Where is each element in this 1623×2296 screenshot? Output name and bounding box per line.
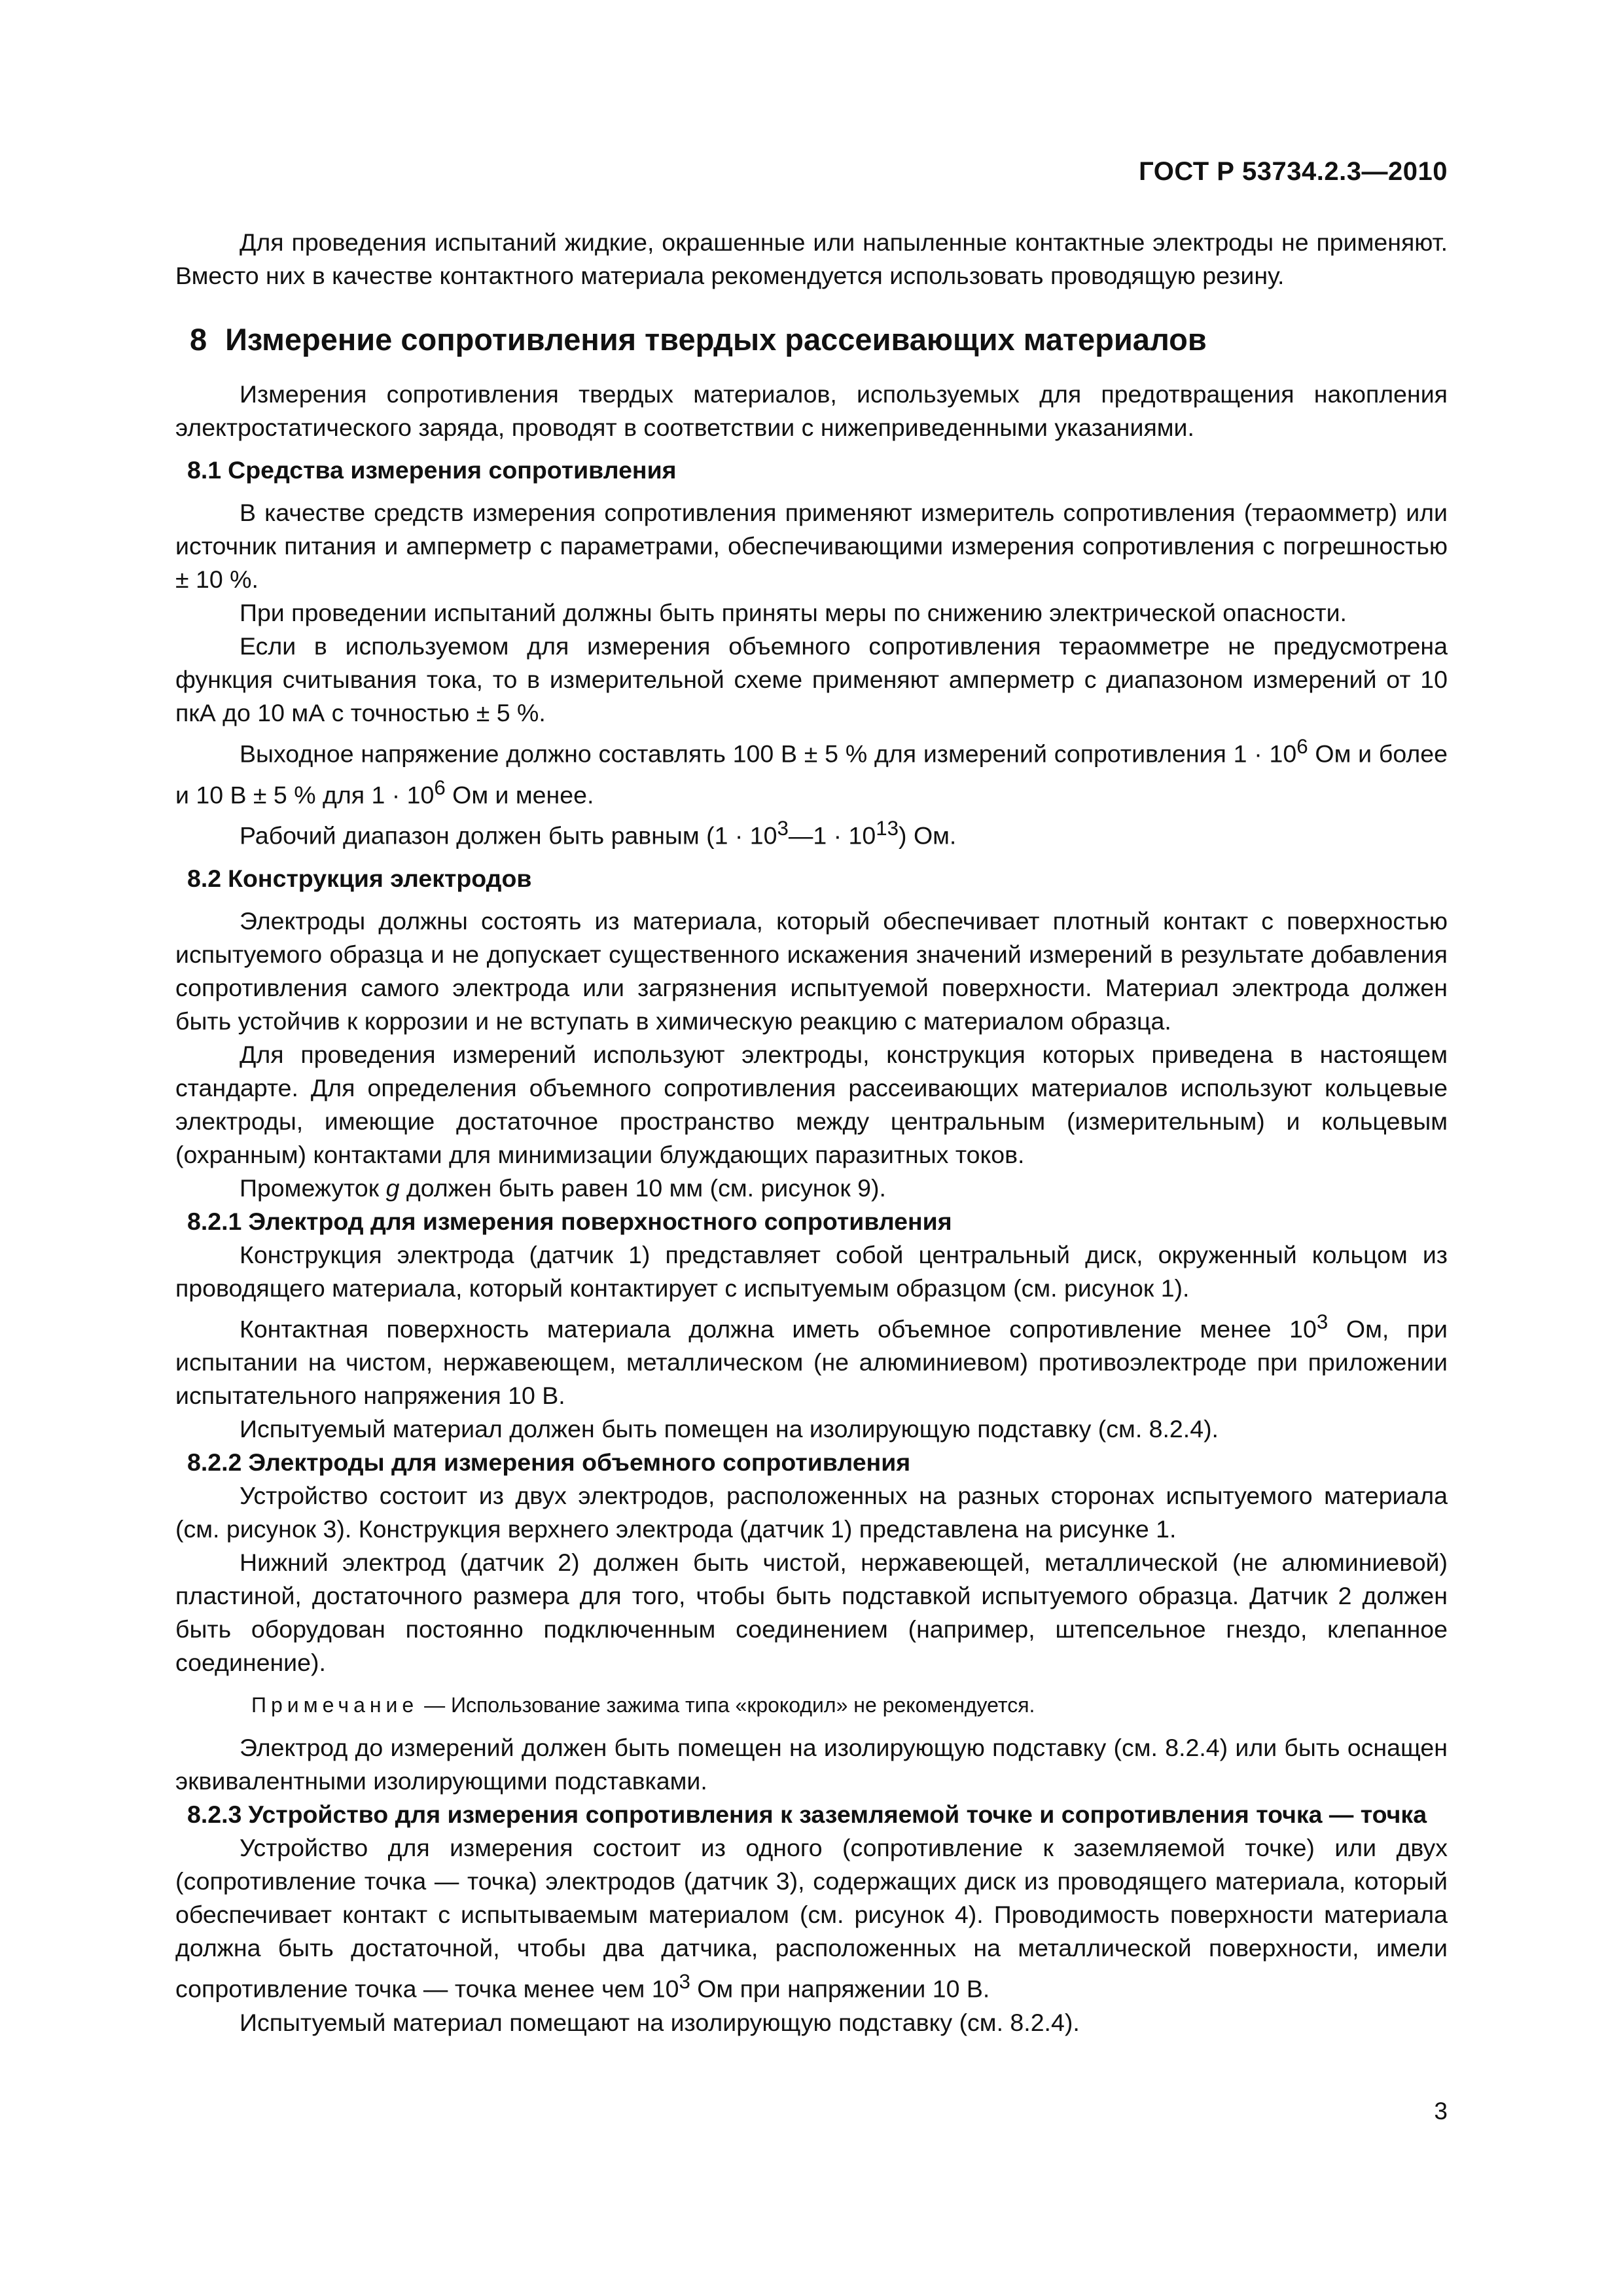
- subsection-title: Средства измерения сопротивления: [228, 456, 677, 484]
- subsection-title: Устройство для измерения сопротивления к заземляемой точке и сопротивления точка — точка: [248, 1801, 1427, 1828]
- paragraph-gap: Промежуток g должен быть равен 10 мм (см. рисунок 9).: [240, 1174, 886, 1202]
- note-text: — Использование зажима типа «крокодил» не рекомендуется.: [418, 1693, 1035, 1717]
- paragraph-range: Рабочий диапазон должен быть равным $(1 \cdot 10^3—1 \cdot 10^{13})$ Ом.: [240, 817, 957, 850]
- subsection-number: 8.2.2: [187, 1448, 242, 1476]
- subsection-title: Электроды для измерения объемного сопротивления: [248, 1448, 911, 1476]
- paragraph: В качестве средств измерения сопротивления применяют измеритель сопротивления (тераомметр) или источник питания и амперметр с параметрами, обеспечивающими измерения сопротивления с погрешностью ± 10 %.: [175, 499, 1448, 593]
- paragraph: Испытуемый материал помещают на изолирующую подставку (см. 8.2.4).: [240, 2008, 1080, 2036]
- document-id-header: ГОСТ Р 53734.2.3—2010: [1139, 157, 1448, 186]
- subsection-8-1-heading: [187, 454, 1448, 487]
- note: [187, 1689, 1448, 1722]
- subsection-title: Конструкция электродов: [228, 864, 532, 892]
- page-number: 3: [1434, 2098, 1448, 2125]
- paragraph: Устройство состоит из двух электродов, расположенных на разных сторонах испытуемого материала (см. рисунок 3). Конструкция верхнего электрода (датчик 1) представлена на рисунке 1.: [175, 1482, 1448, 1543]
- paragraph: При проведении испытаний должны быть приняты меры по снижению электрической опасности.: [240, 599, 1347, 626]
- note-label: Примечание: [251, 1693, 419, 1717]
- subsection-title: Электрод для измерения поверхностного сопротивления: [248, 1207, 952, 1235]
- subsection-number: 8.1: [187, 456, 222, 484]
- subsection-8-2-1-heading: [187, 1205, 1448, 1238]
- paragraph: Электрод до измерений должен быть помещен на изолирующую подставку (см. 8.2.4) или быть оснащен эквивалентными изолирующими подставками.: [175, 1734, 1448, 1795]
- intro-paragraph: Для проведения испытаний жидкие, окрашенные или напыленные контактные электроды не применяют. Вместо них в качестве контактного материала рекомендуется использовать проводящую резину.: [175, 228, 1448, 289]
- subsection-8-2-heading: [187, 862, 1448, 895]
- paragraph: Если в используемом для измерения объемного сопротивления тераомметре не предусмотрена функция считывания тока, то в измерительной схеме применяют амперметр с диапазоном измерений от 10 пкА до 10 мА с точностью ± 5 %.: [175, 632, 1448, 726]
- subsection-8-2-2-heading: [187, 1446, 1448, 1479]
- paragraph: Для проведения измерений используют электроды, конструкция которых приведена в настоящем стандарте. Для определения объемного сопротивления рассеивающих материалов используют кольцевые электроды, имеющие достаточное пространство между центральным (измерительным) и кольцевым (охранным) контактами для минимизации блуждающих паразитных токов.: [175, 1040, 1448, 1168]
- paragraph: Испытуемый материал должен быть помещен на изолирующую подставку (см. 8.2.4).: [240, 1415, 1219, 1443]
- subsection-8-2-3-heading: [187, 1798, 1448, 1831]
- paragraph: Электроды должны состоять из материала, который обеспечивает плотный контакт с поверхностью испытуемого образца и не допускает существенного искажения значений измерений в результате добавления сопротивления самого электрода или загрязнения испытуемой поверхности. Материал электрода должен быть устойчив к коррозии и не вступать в химическую реакцию с материалом образца.: [175, 906, 1448, 1035]
- paragraph: Нижний электрод (датчик 2) должен быть чистой, нержавеющей, металлической (не алюминиевой) пластиной, достаточного размера для того, чтобы быть подставкой испытуемого образца. Датчик 2 должен быть оборудован постоянно подключенным соединением (например, штепсельное гнездо, клепанное соединение).: [175, 1549, 1448, 1676]
- paragraph-voltage: Выходное напряжение должно составлять 100 В ± 5 % для измерений сопротивления $1 \cdot 10^6$ Ом и более и 10 В ± 5 % для $1 \cdot 10^6$ Ом и менее.: [175, 735, 1448, 808]
- section-8-paragraph: Измерения сопротивления твердых материалов, используемых для предотвращения накопления электростатического заряда, проводят в соответствии с нижеприведенными указаниями.: [175, 380, 1448, 441]
- subsection-number: 8.2: [187, 864, 222, 892]
- paragraph-point-to-point: Устройство для измерения состоит из одного (сопротивление к заземляемой точке) или двух (сопротивление точка — точка) электродов (датчик 3), содержащих диск из проводящего материала, который обеспечивает контакт с испытываемым материалом (см. рисунок 4). Проводимость поверхности материала должна быть достаточной, чтобы два датчика, расположенных на металлической поверхности, имели сопротивление точка — точка менее чем $10^3$ Ом при напряжении 10 В.: [175, 1834, 1448, 2003]
- document-body: [175, 226, 1448, 2039]
- section-8-heading: [190, 319, 1448, 361]
- subsection-number: 8.2.3: [187, 1801, 242, 1828]
- paragraph-contact-surface: Контактная поверхность материала должна иметь объемное сопротивление менее $10^3$ Ом, при испытании на чистом, нержавеющем, металлическом (не алюминиевом) противоэлектроде при приложении испытательного напряжения 10 В.: [175, 1310, 1448, 1409]
- subsection-number: 8.2.1: [187, 1207, 242, 1235]
- section-number: 8: [190, 322, 207, 357]
- paragraph: Конструкция электрода (датчик 1) представляет собой центральный диск, окруженный кольцом из проводящего материала, который контактирует с испытуемым образцом (см. рисунок 1).: [175, 1240, 1448, 1302]
- section-title: Измерение сопротивления твердых рассеивающих материалов: [225, 322, 1207, 357]
